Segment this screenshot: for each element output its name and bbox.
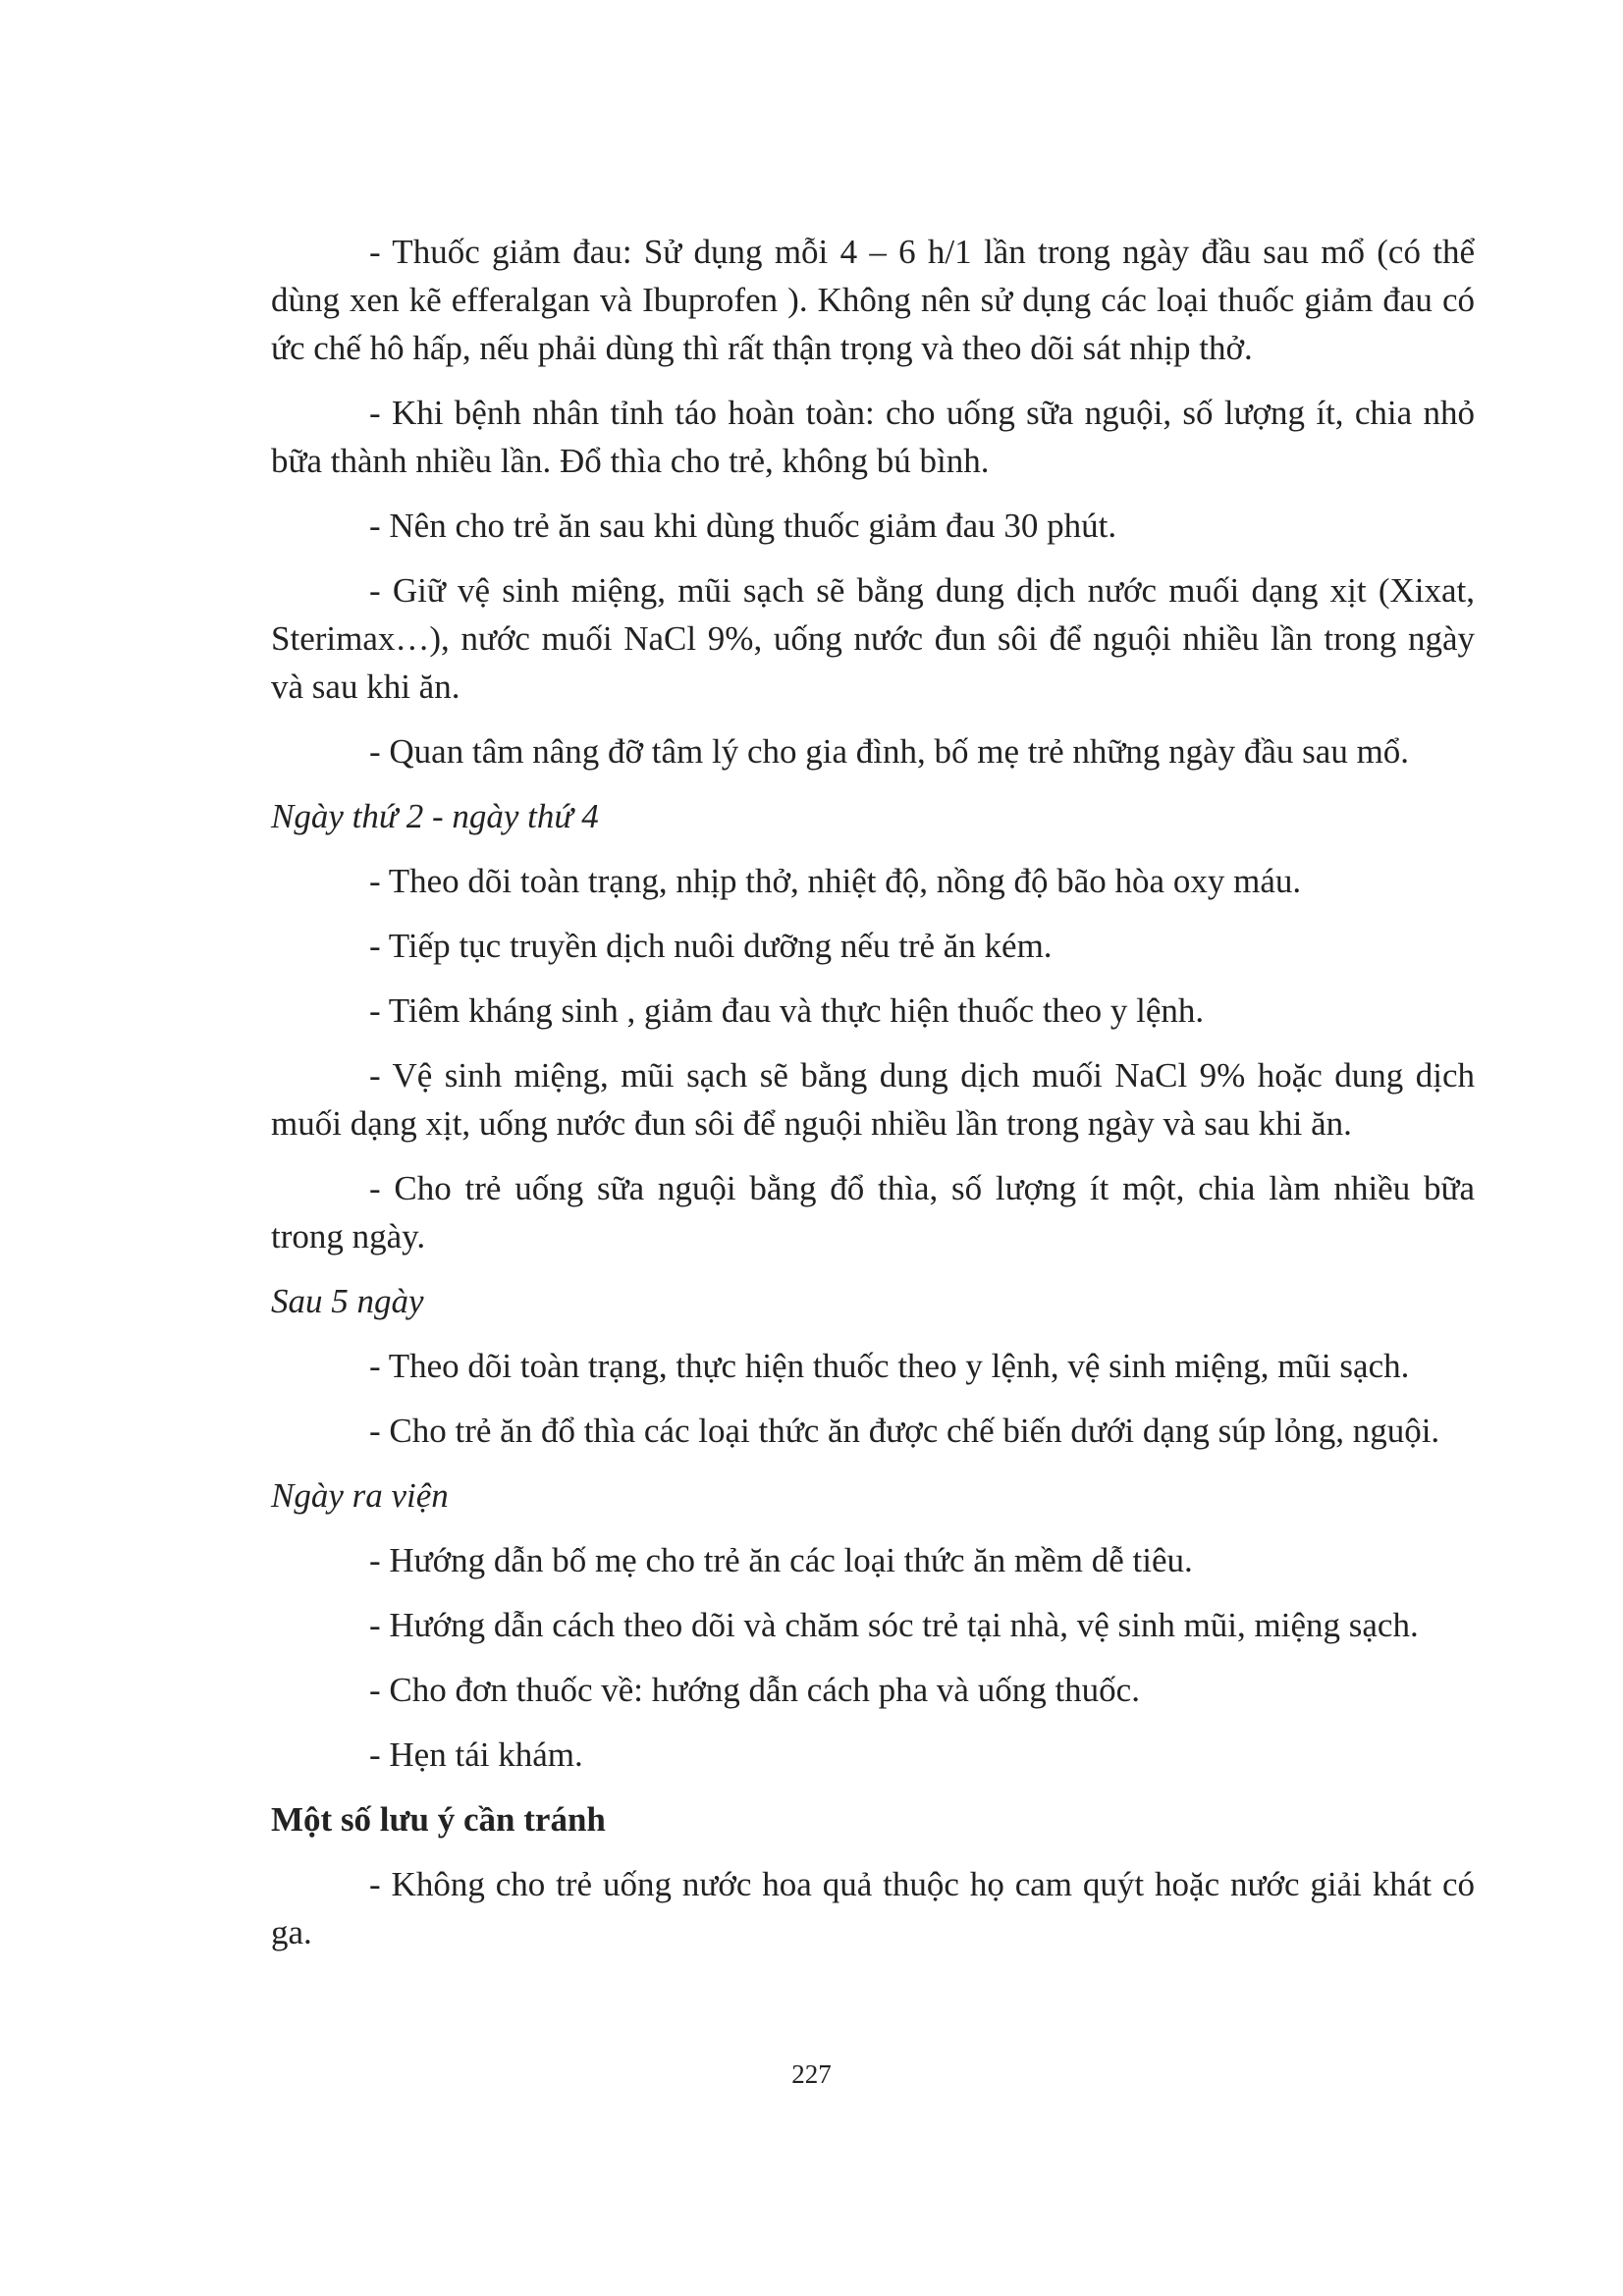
paragraph-pain-medication: - Thuốc giảm đau: Sử dụng mỗi 4 – 6 h/1 lần trong ngày đầu sau mổ (có thể dùng xen kẽ efferalgan và Ibuprofen ). Không nên sử dụng các loại thuốc giảm đau có ức chế hô hấp, nếu phải dùng thì rất thận trọng và theo dõi sát nhịp thở. (271, 233, 1475, 367)
paragraph-antibiotics: - Tiêm kháng sinh , giảm đau và thực hiện thuốc theo y lệnh. (369, 991, 1205, 1030)
section-heading-things-to-avoid: Một số lưu ý cần tránh (271, 1800, 606, 1839)
paragraph-family-support: - Quan tâm nâng đỡ tâm lý cho gia đình, bố mẹ trẻ những ngày đầu sau mổ. (369, 732, 1410, 771)
paragraph-follow-up: - Hẹn tái khám. (369, 1735, 583, 1774)
paragraph-hygiene-day-2-4: - Vệ sinh miệng, mũi sạch sẽ bằng dung dịch muối NaCl 9% hoặc dung dịch muối dạng xịt, uống nước đun sôi để nguội nhiều lần trong ngày và sau khi ăn. (271, 1056, 1475, 1143)
section-heading-discharge-day: Ngày ra viện (271, 1476, 449, 1515)
paragraph-oral-hygiene: - Giữ vệ sinh miệng, mũi sạch sẽ bằng dung dịch nước muối dạng xịt (Xixat, Sterimax…), nước muối NaCl 9%, uống nước đun sôi để nguội nhiều lần trong ngày và sau khi ăn. (271, 571, 1475, 706)
paragraph-milk-feeding: - Cho trẻ uống sữa nguội bằng đổ thìa, số lượng ít một, chia làm nhiều bữa trong ngày. (271, 1169, 1475, 1255)
page-number: 227 (791, 2059, 832, 2089)
paragraph-home-care: - Hướng dẫn cách theo dõi và chăm sóc trẻ tại nhà, vệ sinh mũi, miệng sạch. (369, 1606, 1419, 1644)
paragraph-infusion: - Tiếp tục truyền dịch nuôi dưỡng nếu trẻ ăn kém. (369, 927, 1053, 965)
section-heading-day-2-4: Ngày thứ 2 - ngày thứ 4 (271, 797, 599, 835)
paragraph-monitoring-after-5: - Theo dõi toàn trạng, thực hiện thuốc theo y lệnh, vệ sinh miệng, mũi sạch. (369, 1347, 1410, 1385)
section-heading-after-5-days: Sau 5 ngày (271, 1282, 424, 1320)
page-body (271, 228, 1475, 1973)
paragraph-feeding-awake: - Khi bệnh nhân tỉnh táo hoàn toàn: cho uống sữa nguội, số lượng ít, chia nhỏ bữa thành nhiều lần. Đổ thìa cho trẻ, không bú bình. (271, 394, 1475, 480)
paragraph-prescription: - Cho đơn thuốc về: hướng dẫn cách pha và uống thuốc. (369, 1671, 1140, 1709)
paragraph-avoid-citrus: - Không cho trẻ uống nước hoa quả thuộc họ cam quýt hoặc nước giải khát có ga. (271, 1865, 1475, 1951)
paragraph-monitoring: - Theo dõi toàn trạng, nhịp thở, nhiệt độ, nồng độ bão hòa oxy máu. (369, 862, 1302, 900)
paragraph-soft-food: - Hướng dẫn bố mẹ cho trẻ ăn các loại thức ăn mềm dễ tiêu. (369, 1541, 1193, 1579)
paragraph-soup-feeding: - Cho trẻ ăn đổ thìa các loại thức ăn được chế biến dưới dạng súp lỏng, nguội. (369, 1412, 1440, 1450)
paragraph-feeding-timing: - Nên cho trẻ ăn sau khi dùng thuốc giảm đau 30 phút. (369, 507, 1117, 545)
